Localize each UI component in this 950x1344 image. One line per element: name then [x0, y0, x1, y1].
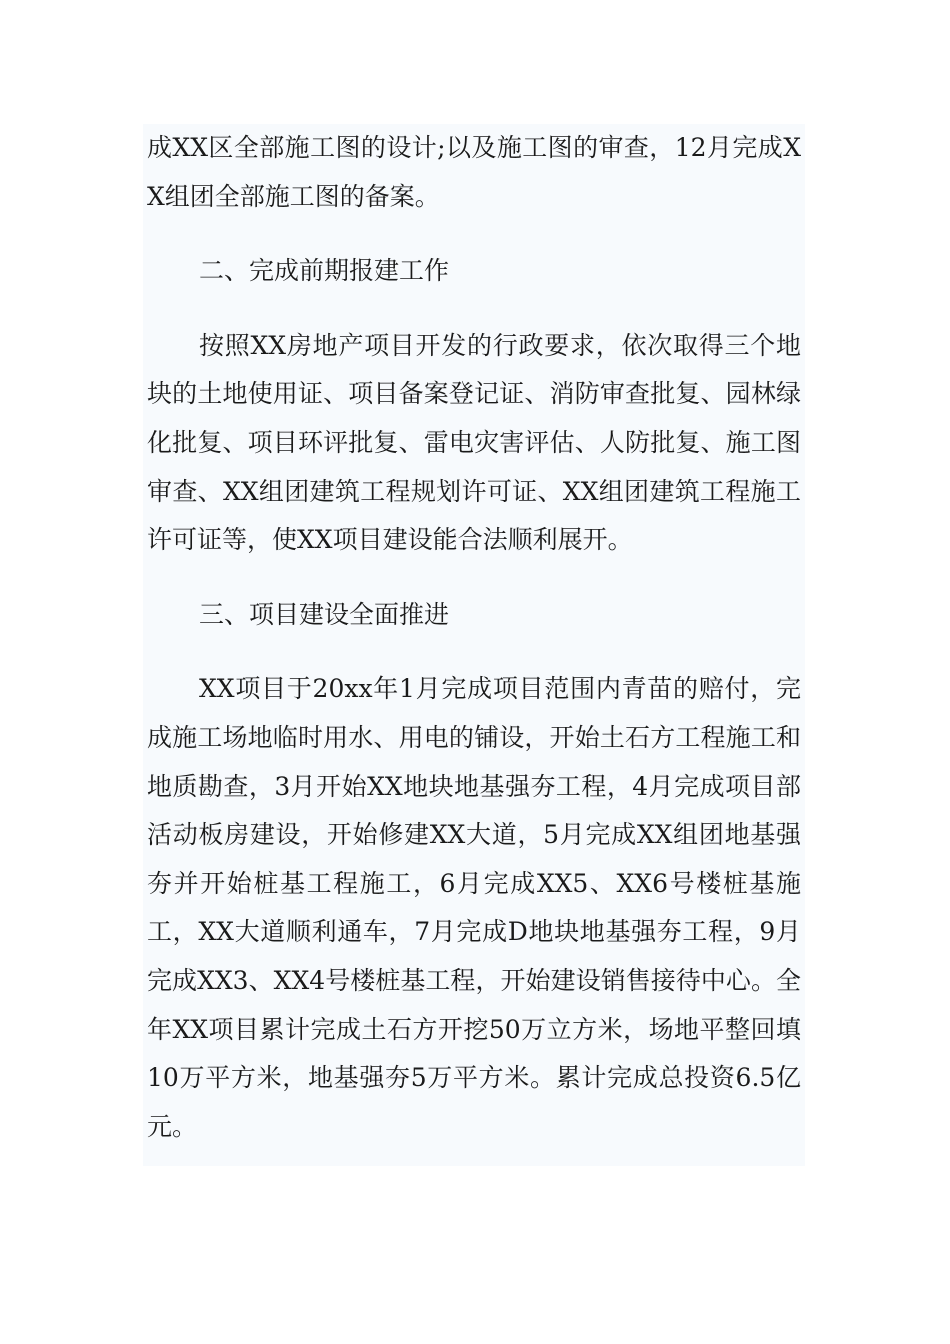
paragraph-continuation: 成XX区全部施工图的设计;以及施工图的审查，12月完成XX组团全部施工图的备案。	[147, 133, 801, 211]
paragraph-gap	[147, 296, 801, 322]
paragraph-construction-progress: XX项目于20xx年1月完成项目范围内青苗的赔付，完成施工场地临时用水、用电的铺设，开始土石方工程施工和地质勘查，3月开始XX地块地基强夯工程，4月完成项目部活动板房建设，开始修建XX大道，5月完成XX组团地基强夯并开始桩基工程施工，6月完成XX5、XX6号楼桩基施工，XX大道顺利通车，7月完成D地块地基强夯工程，9月完成XX3、XX4号楼桩基工程，开始建设销售接待中心。全年XX项目累计完成土石方开挖50万立方米，场地平整回填10万平方米，地基强夯5万平方米。累计完成总投资6.5亿元。	[147, 674, 801, 1141]
paragraph-permits: 按照XX房地产项目开发的行政要求，依次取得三个地块的土地使用证、项目备案登记证、消防审查批复、园林绿化批复、项目环评批复、雷电灾害评估、人防批复、施工图审查、XX组团建筑工程规划许可证、XX组团建筑工程施工许可证等，使XX项目建设能合法顺利展开。	[147, 330, 801, 555]
paragraph-gap	[147, 221, 801, 247]
document-body	[143, 124, 805, 1166]
paragraph-gap	[147, 639, 801, 665]
section-heading-3: 三、项目建设全面推进	[199, 599, 450, 629]
paragraph-gap	[147, 565, 801, 591]
section-heading-2: 二、完成前期报建工作	[199, 256, 450, 286]
